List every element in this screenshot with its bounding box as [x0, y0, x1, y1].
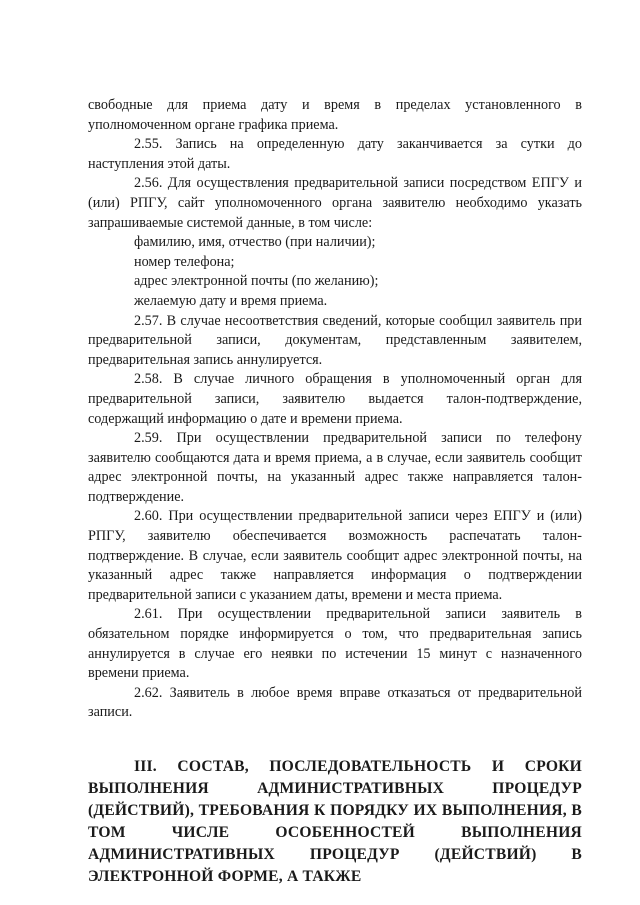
paragraph-2-57: 2.57. В случае несоответствия сведений, которые сообщил заявитель при предварительной записи, документам, представленным заявителем, предварительная запись аннулируется.: [88, 312, 582, 368]
paragraph-continuation: свободные для приема дату и время в пределах установленного в уполномоченном органе графика приема.: [88, 97, 582, 133]
document-body: [88, 96, 582, 723]
paragraph-2-61: 2.61. При осуществлении предварительной записи заявитель в обязательном порядке информируется о том, что предварительная запись аннулируется в случае его неявки по истечении 15 минут с назначенного времени приема.: [88, 606, 582, 682]
list-item-name: фамилию, имя, отчество (при наличии);: [134, 234, 376, 251]
section-title: СОСТАВ, ПОСЛЕДОВАТЕЛЬНОСТЬ И СРОКИ ВЫПОЛНЕНИЯ АДМИНИСТРАТИВНЫХ ПРОЦЕДУР (ДЕЙСТВИЙ), ТРЕБОВАНИЯ К ПОРЯДКУ ИХ ВЫПОЛНЕНИЯ, В ТОМ ЧИСЛЕ ОСОБЕННОСТЕЙ ВЫПОЛНЕНИЯ АДМИНИСТРАТИВНЫХ ПРОЦЕДУР (ДЕЙСТВИЙ) В ЭЛЕКТРОННОЙ ФОРМЕ, А ТАКЖЕ: [88, 758, 582, 885]
paragraph-2-55: 2.55. Запись на определенную дату заканчивается за сутки до наступления этой даты.: [88, 136, 582, 172]
section-heading: [88, 756, 582, 888]
paragraph-2-59: 2.59. При осуществлении предварительной записи по телефону заявителю сообщаются дата и время приема, а в случае, если заявитель сообщит адрес электронной почты, на указанный адрес также направляется талон-подтверждение.: [88, 430, 582, 505]
list-item-date: желаемую дату и время приема.: [134, 292, 328, 309]
section-number: III.: [134, 758, 157, 775]
paragraph-2-60: 2.60. При осуществлении предварительной записи через ЕПГУ и (или) РПГУ, заявителю обеспечивается возможность распечатать талон-подтверждение. В случае, если заявитель сообщит адрес электронной почты, на указанный адрес также направляется информация о подтверждении предварительной записи с указанием даты, времени и места приема.: [88, 508, 582, 603]
list-item-email: адрес электронной почты (по желанию);: [134, 273, 379, 290]
paragraph-2-56: 2.56. Для осуществления предварительной записи посредством ЕПГУ и (или) РПГУ, сайт уполномоченного органа заявителю необходимо указать запрашиваемые системой данные, в том числе:: [88, 175, 582, 231]
paragraph-2-58: 2.58. В случае личного обращения в уполномоченный орган для предварительной записи, заявителю выдается талон-подтверждение, содержащий информацию о дате и времени приема.: [88, 371, 582, 427]
list-item-phone: номер телефона;: [134, 253, 235, 270]
paragraph-2-62: 2.62. Заявитель в любое время вправе отказаться от предварительной записи.: [88, 684, 582, 721]
